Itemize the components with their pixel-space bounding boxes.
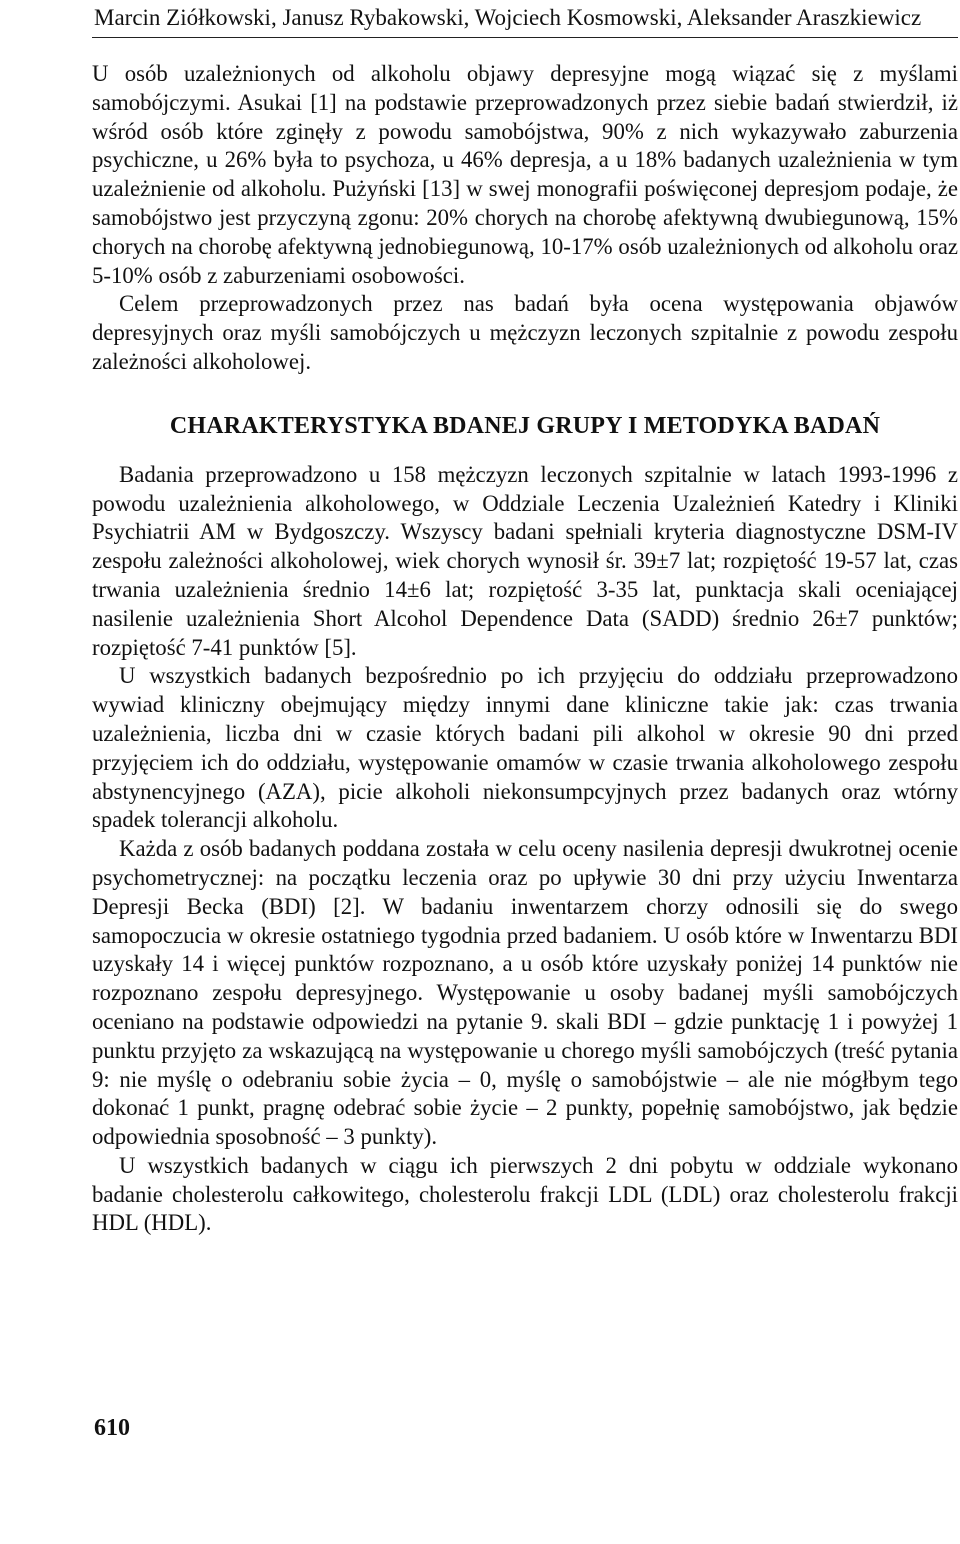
methods-paragraph-2: U wszystkich badanych bezpośrednio po ich przyjęciu do oddziału przeprowadzono wywiad kliniczny obejmujący między innymi dane kliniczne takie jak: czas trwania uzależnienia, liczba dni w czasie których badani pili alkohol w okresie 90 dni przed przyjęciem ich do oddziału, występowanie omamów w czasie trwania alkoholowego zespołu abstynencyjnego (AZA), picie alkoholi niekonsumpcyjnych przez badanych oraz wtórny spadek tolerancji alkoholu. [92, 663, 958, 833]
running-header-authors: Marcin Ziółkowski, Janusz Rybakowski, Wojciech Kosmowski, Aleksander Araszkiewicz [94, 5, 922, 30]
methods-paragraph-1: Badania przeprowadzono u 158 mężczyzn leczonych szpitalnie w latach 1993-1996 z powodu uzależnienia alkoholowego, w Oddziale Leczenia Uzależnień Katedry i Kliniki Psychiatrii AM w Bydgoszczy. Wszyscy badani spełniali kryteria diagnostyczne DSM-IV zespołu zależności alkoholowej, wiek chorych wynosił śr. 39±7 lat; rozpiętość 19-57 lat, czas trwania uzależnienia średnio 14±6 lat; rozpiętość 3-35 lat, punktacja skali oceniającej nasilenie uzależnienia Short Alcohol Dependence Data (SADD) średnio 26±7 punktów; rozpiętość 7-41 punktów [5]. [92, 461, 958, 660]
intro-paragraph-1: U osób uzależnionych od alkoholu objawy depresyjne mogą wiązać się z myślami samobójczymi. Asukai [1] na podstawie przeprowadzonych przez siebie badań stwierdził, iż wśród osób które zginęły z powodu samobójstwa, 90% z nich wykazywało zaburzenia psychiczne, u 26% była to psychoza, u 46% depresja, a u 18% badanych uzależnienia w tym uzależnienie od alkoholu. Pużyński [13] w swej monografii poświęconej depresjom podaje, że samobójstwo jest przyczyną zgonu: 20% chorych na chorobę afektywną dwubiegunową, 15% chorych na chorobę afektywną jednobiegunową, 10-17% osób uzależnionych od alkoholu oraz 5-10% osób z zaburzeniami osobowości. [92, 61, 958, 288]
methods-paragraph-4: U wszystkich badanych w ciągu ich pierwszych 2 dni pobytu w oddziale wykonano badanie cholesterolu całkowitego, cholesterolu frakcji LDL (LDL) oraz cholesterolu frakcji HDL (HDL). [92, 1152, 958, 1236]
body-text [92, 60, 958, 1238]
methods-paragraph-3: Każda z osób badanych poddana została w celu oceny nasilenia depresji dwukrotnej ocenie psychometrycznej: na początku leczenia oraz po upływie 30 dni przy użyciu Inwentarza Depresji Becka (BDI) [2]. W badaniu inwentarzem chorzy odnosili się do swego samopoczucia w okresie ostatniego tygodnia przed badaniem. U osób które w Inwentarzu BDI uzyskały 14 i więcej punktów rozpoznano, a u osób które uzyskały poniżej 14 punktów nie rozpoznano zespołu depresyjnego. Występowanie u osoby badanej myśli samobójczych oceniano na podstawie odpowiedzi na pytanie 9. skali BDI – gdzie punktację 1 i powyżej 1 punktu przyjęto za wskazującą na występowanie u chorego myśli samobójczych (treść pytania 9: nie myślę o odebraniu sobie życia – 0, myślę o samobójstwie – ale nie mógłbym tego dokonać 1 punkt, pragnę odebrać sobie życie – 2 punkty, popełnię samobójstwo, jak będzie odpowiednia sposobność – 3 punkty). [92, 836, 958, 1150]
section-heading: CHARAKTERYSTYKA BDANEJ GRUPY I METODYKA BADAŃ [169, 412, 881, 439]
intro-paragraph-2: Celem przeprowadzonych przez nas badań była ocena występowania objawów depresyjnych oraz myśli samobójczych u mężczyzn leczonych szpitalnie z powodu zespołu zależności alkoholowej. [92, 291, 958, 374]
header-divider [92, 37, 958, 38]
page-number: 610 [94, 1415, 130, 1441]
